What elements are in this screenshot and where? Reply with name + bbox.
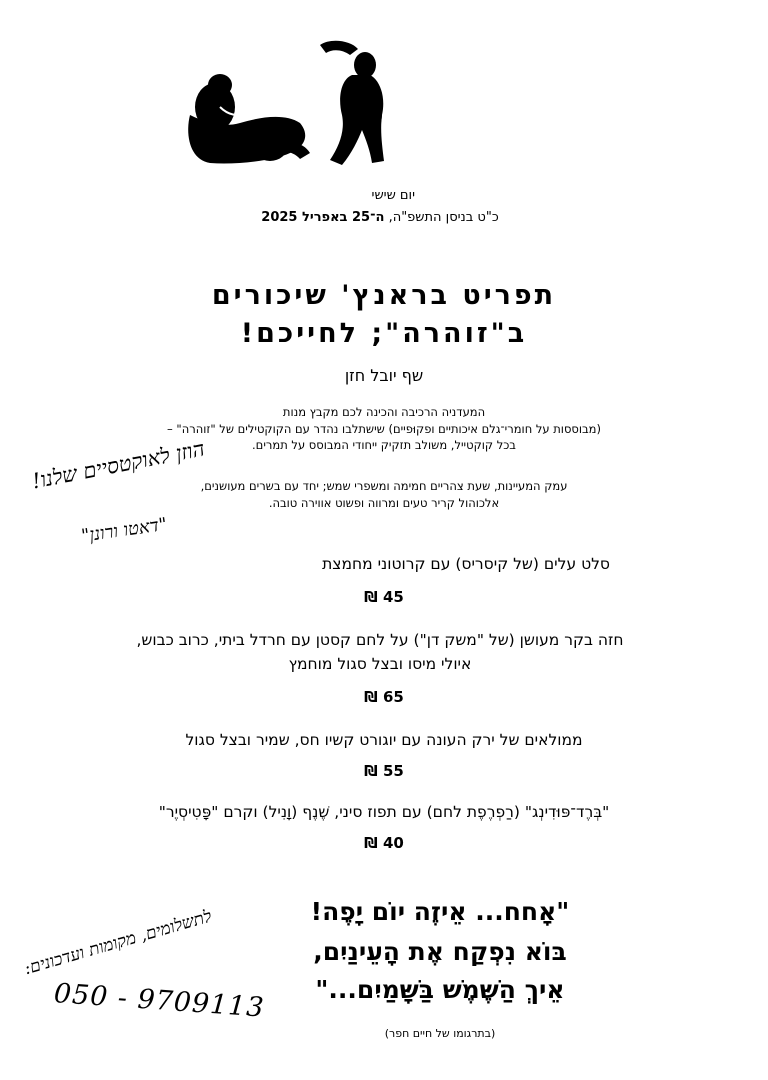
chef-name: שף יובל חזן — [344, 366, 424, 385]
two-figures-logo — [180, 35, 395, 175]
intro-line: אלכוהול קריר טעים ומרווה ופשוט אווירה טובה. — [268, 495, 500, 510]
dish-name-line: חזה בקר מעושן (של "משק דן") על לחם קסטן עם חרדל ביתי, כרוב כבוש, — [136, 631, 624, 649]
quote-line: אֵיךְ הַשֶּׁמֶשׁ בַּשָּׁמַיִם..." — [315, 975, 565, 1004]
day-of-week: יום שישי — [371, 188, 415, 203]
menu-title: תפריט בראנץ' שיכורים — [211, 280, 557, 311]
handwritten-signature: "דאטו ורונן" — [80, 513, 169, 547]
intro-line: בכל קוקטייל, משולב תזקיק ייחודי המבוסס על תמרים. — [252, 438, 516, 452]
event-date — [230, 210, 530, 225]
intro-line: המעדניה הרכיבה והכינה לכם מקבץ מנות — [282, 405, 486, 419]
dish-name — [100, 628, 660, 676]
quote-line: "אָחח... אֵיזֶה יוֹם יָפֶה! — [310, 897, 570, 926]
dish-name: סלט עלים (של קיסריס) עם קרוטוני מחמצת — [322, 555, 610, 573]
quote-credit: (בתרגומו של חיים חפר) — [384, 1027, 496, 1040]
dish-name: "בְּרֶד־פּוּדִינְג" (רַפְרֶפֶת לחם) עם תפוז סיני, שֶׁנֶף (וָנִיל) וקרם "פָּטִיסְיֶר" — [158, 803, 610, 821]
dish-name: ממולאים של ירק העונה עם יוגורט קשיו חס, שמיר ובצל סגול — [185, 731, 583, 749]
handwritten-reservations: לתשלומים, מקומות ועדכונים: — [22, 906, 215, 980]
dish-price: 45 ₪ — [364, 588, 404, 606]
intro-line: (מבוססות על חומרי־גלם איכותיים ופקוּפיים) שישתלבו נהדר עם הקוקטילים של "זוהרה" – — [167, 421, 601, 436]
menu-subtitle: ב"זוהרה"; לחייכם! — [240, 318, 528, 349]
dish-price: 65 ₪ — [364, 688, 404, 706]
gregorian-date: ה־25 באפריל 2025 — [261, 210, 385, 225]
intro-paragraph-1 — [0, 404, 768, 454]
hebrew-date: כ"ט בניסן התשפ"ה, — [388, 210, 499, 225]
dish-price: 40 ₪ — [364, 834, 404, 852]
intro-line: עמק המעיינות, שעת צהריים חמימה ומשפרי שמש; יחד עם בשרים מעושנים, — [200, 479, 568, 493]
handwritten-note: הוזן לאוקטסיים שלנו! — [30, 436, 207, 494]
quote-line: בּוֹא נִפְקַח אֶת הָעֵינַיִם, — [313, 937, 567, 966]
intro-paragraph-2 — [0, 478, 768, 511]
dish-price: 55 ₪ — [364, 762, 404, 780]
dish-name-line: איולי מיסו ובצל סגול מוחמץ — [288, 655, 472, 673]
handwritten-phone: 050 - 9709113 — [52, 978, 266, 1024]
